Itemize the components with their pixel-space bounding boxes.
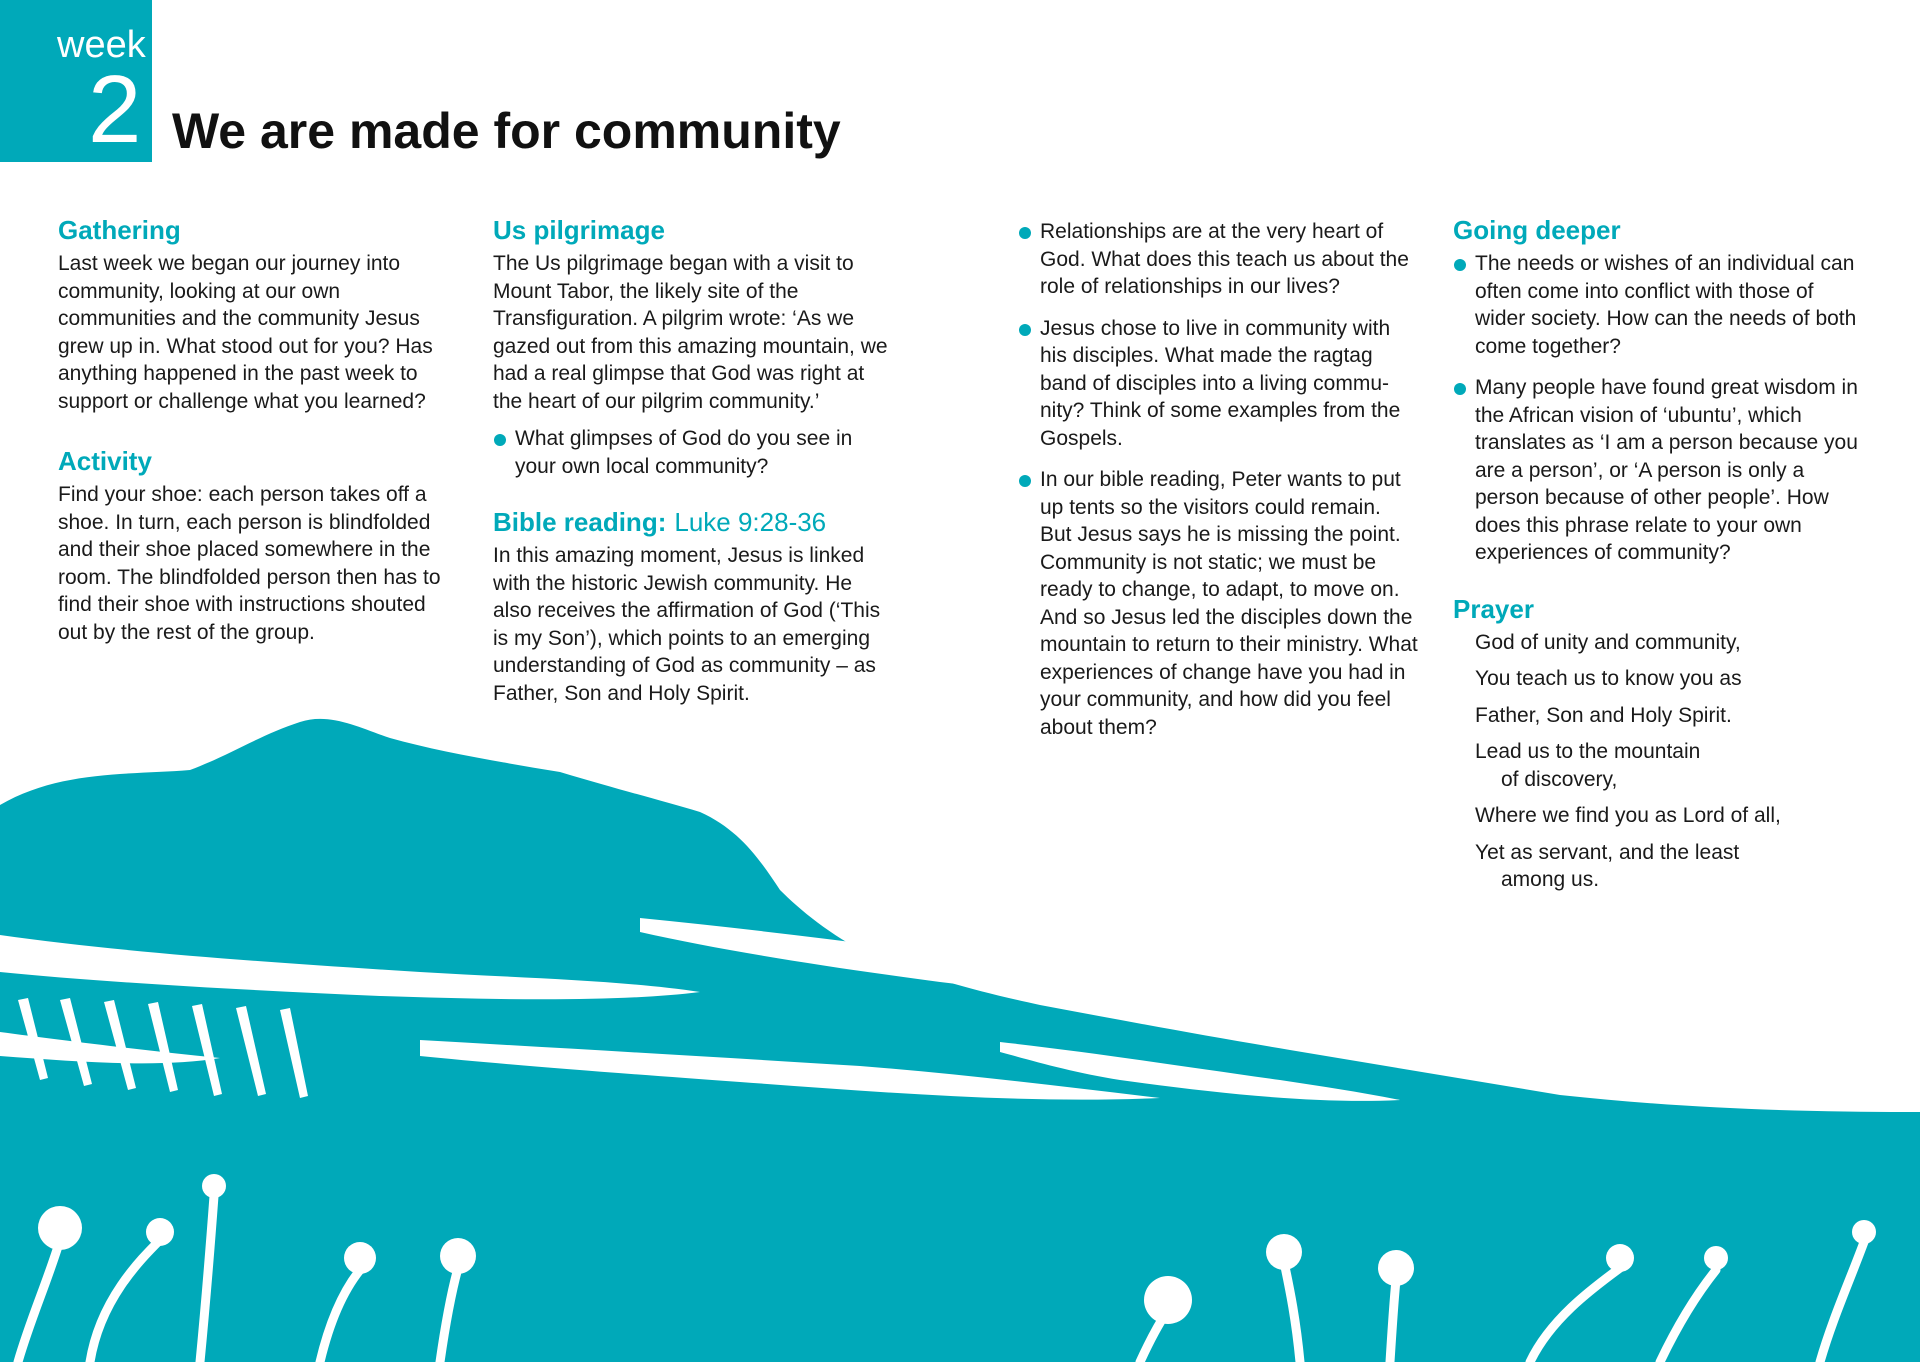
prayer-line: Yet as servant, and the least: [1475, 840, 1740, 864]
question-item: Relationships are at the very heart of God. What does this teach us about the role of relationships in our lives?: [1018, 218, 1418, 301]
bible-text: In this amazing moment, Jesus is linked with the historic Jewish community. He also receives the affirmation of God (‘This is my Son’), which points to an emerging understanding of God as community – as Father, Son and Holy Spirit.: [493, 544, 881, 705]
column-pilgrimage-bible: [493, 214, 893, 707]
pilgrimage-bullet: What glimpses of God do you see in your own local community?: [493, 425, 893, 480]
prayer-line: You teach us to know you as: [1475, 667, 1742, 690]
deeper-heading: Going deeper: [1453, 215, 1621, 245]
column-gathering-activity: [58, 214, 458, 646]
column-deeper-prayer: [1453, 214, 1863, 894]
prayer-line: Father, Son and Holy Spirit.: [1475, 703, 1732, 727]
pilgrimage-text: The Us pilgrimage began with a visit to Mount Tabor, the likely site of the Transfiguration. A pilgrim wrote: ‘As we gazed out from this amazing mountain, we had a real glimpse that God was right at the heart of our pilgrim community.’: [493, 252, 888, 413]
prayer-line: of discovery,: [1501, 767, 1618, 791]
prayer-line: Where we find you as Lord of all,: [1475, 804, 1781, 827]
bible-heading: [493, 506, 893, 538]
deeper-list: [1453, 250, 1863, 567]
prayer-text: [1453, 629, 1863, 894]
prayer-line: Lead us to the mountain: [1475, 740, 1701, 763]
bible-heading-label: Bible reading:: [493, 507, 667, 537]
activity-text: Find your shoe: each person takes off a shoe. In turn, each person is blindfolded and their shoe placed somewhere in the room. The blindfolded person then has to find their shoe with instructions shouted out by the rest of the group.: [58, 483, 441, 644]
gathering-heading: Gathering: [58, 215, 181, 245]
deeper-item: The needs or wishes of an individual can often come into conflict with those of wider society. How can the needs of both come together?: [1453, 250, 1863, 360]
column-questions: [1018, 218, 1418, 753]
prayer-line: among us.: [1501, 868, 1600, 891]
week-label: week: [57, 24, 146, 66]
deeper-item: Many people have found great wisdom in the African vision of ‘ubuntu’, which translates as ‘I am a person because you are a person’, or ‘A person is only a person because of other people’. How does this phrase relate to your own experiences of community?: [1453, 374, 1863, 567]
bible-reference: Luke 9:28-36: [674, 507, 827, 537]
week-number: 2: [88, 56, 142, 163]
question-item: Jesus chose to live in community with his disciples. What made the ragtag band of disciples into a living commu-nity? Think of some examples from the Gospels.: [1018, 315, 1418, 453]
prayer-heading: Prayer: [1453, 593, 1534, 624]
pilgrimage-bullets: [493, 425, 893, 480]
pilgrimage-heading: Us pilgrimage: [493, 215, 665, 245]
gathering-text: Last week we began our journey into community, looking at our own communities and the community Jesus grew up in. What stood out for you? Has anything happened in the past week to support or challenge what you learned?: [58, 252, 433, 413]
question-item: In our bible reading, Peter wants to put up tents so the visitors could remain. But Jesus says he is missing the point. Community is not static; we must be ready to change, to adapt, to move on. And so Jesus led the disciples down the mountain to return to their ministry. What experiences of change have you had in your community, and how did you feel about them?: [1018, 466, 1418, 741]
activity-heading: Activity: [58, 446, 152, 476]
page-title: We are made for community: [172, 103, 841, 159]
question-list: [1018, 218, 1418, 741]
prayer-line: God of unity and community,: [1475, 630, 1741, 654]
